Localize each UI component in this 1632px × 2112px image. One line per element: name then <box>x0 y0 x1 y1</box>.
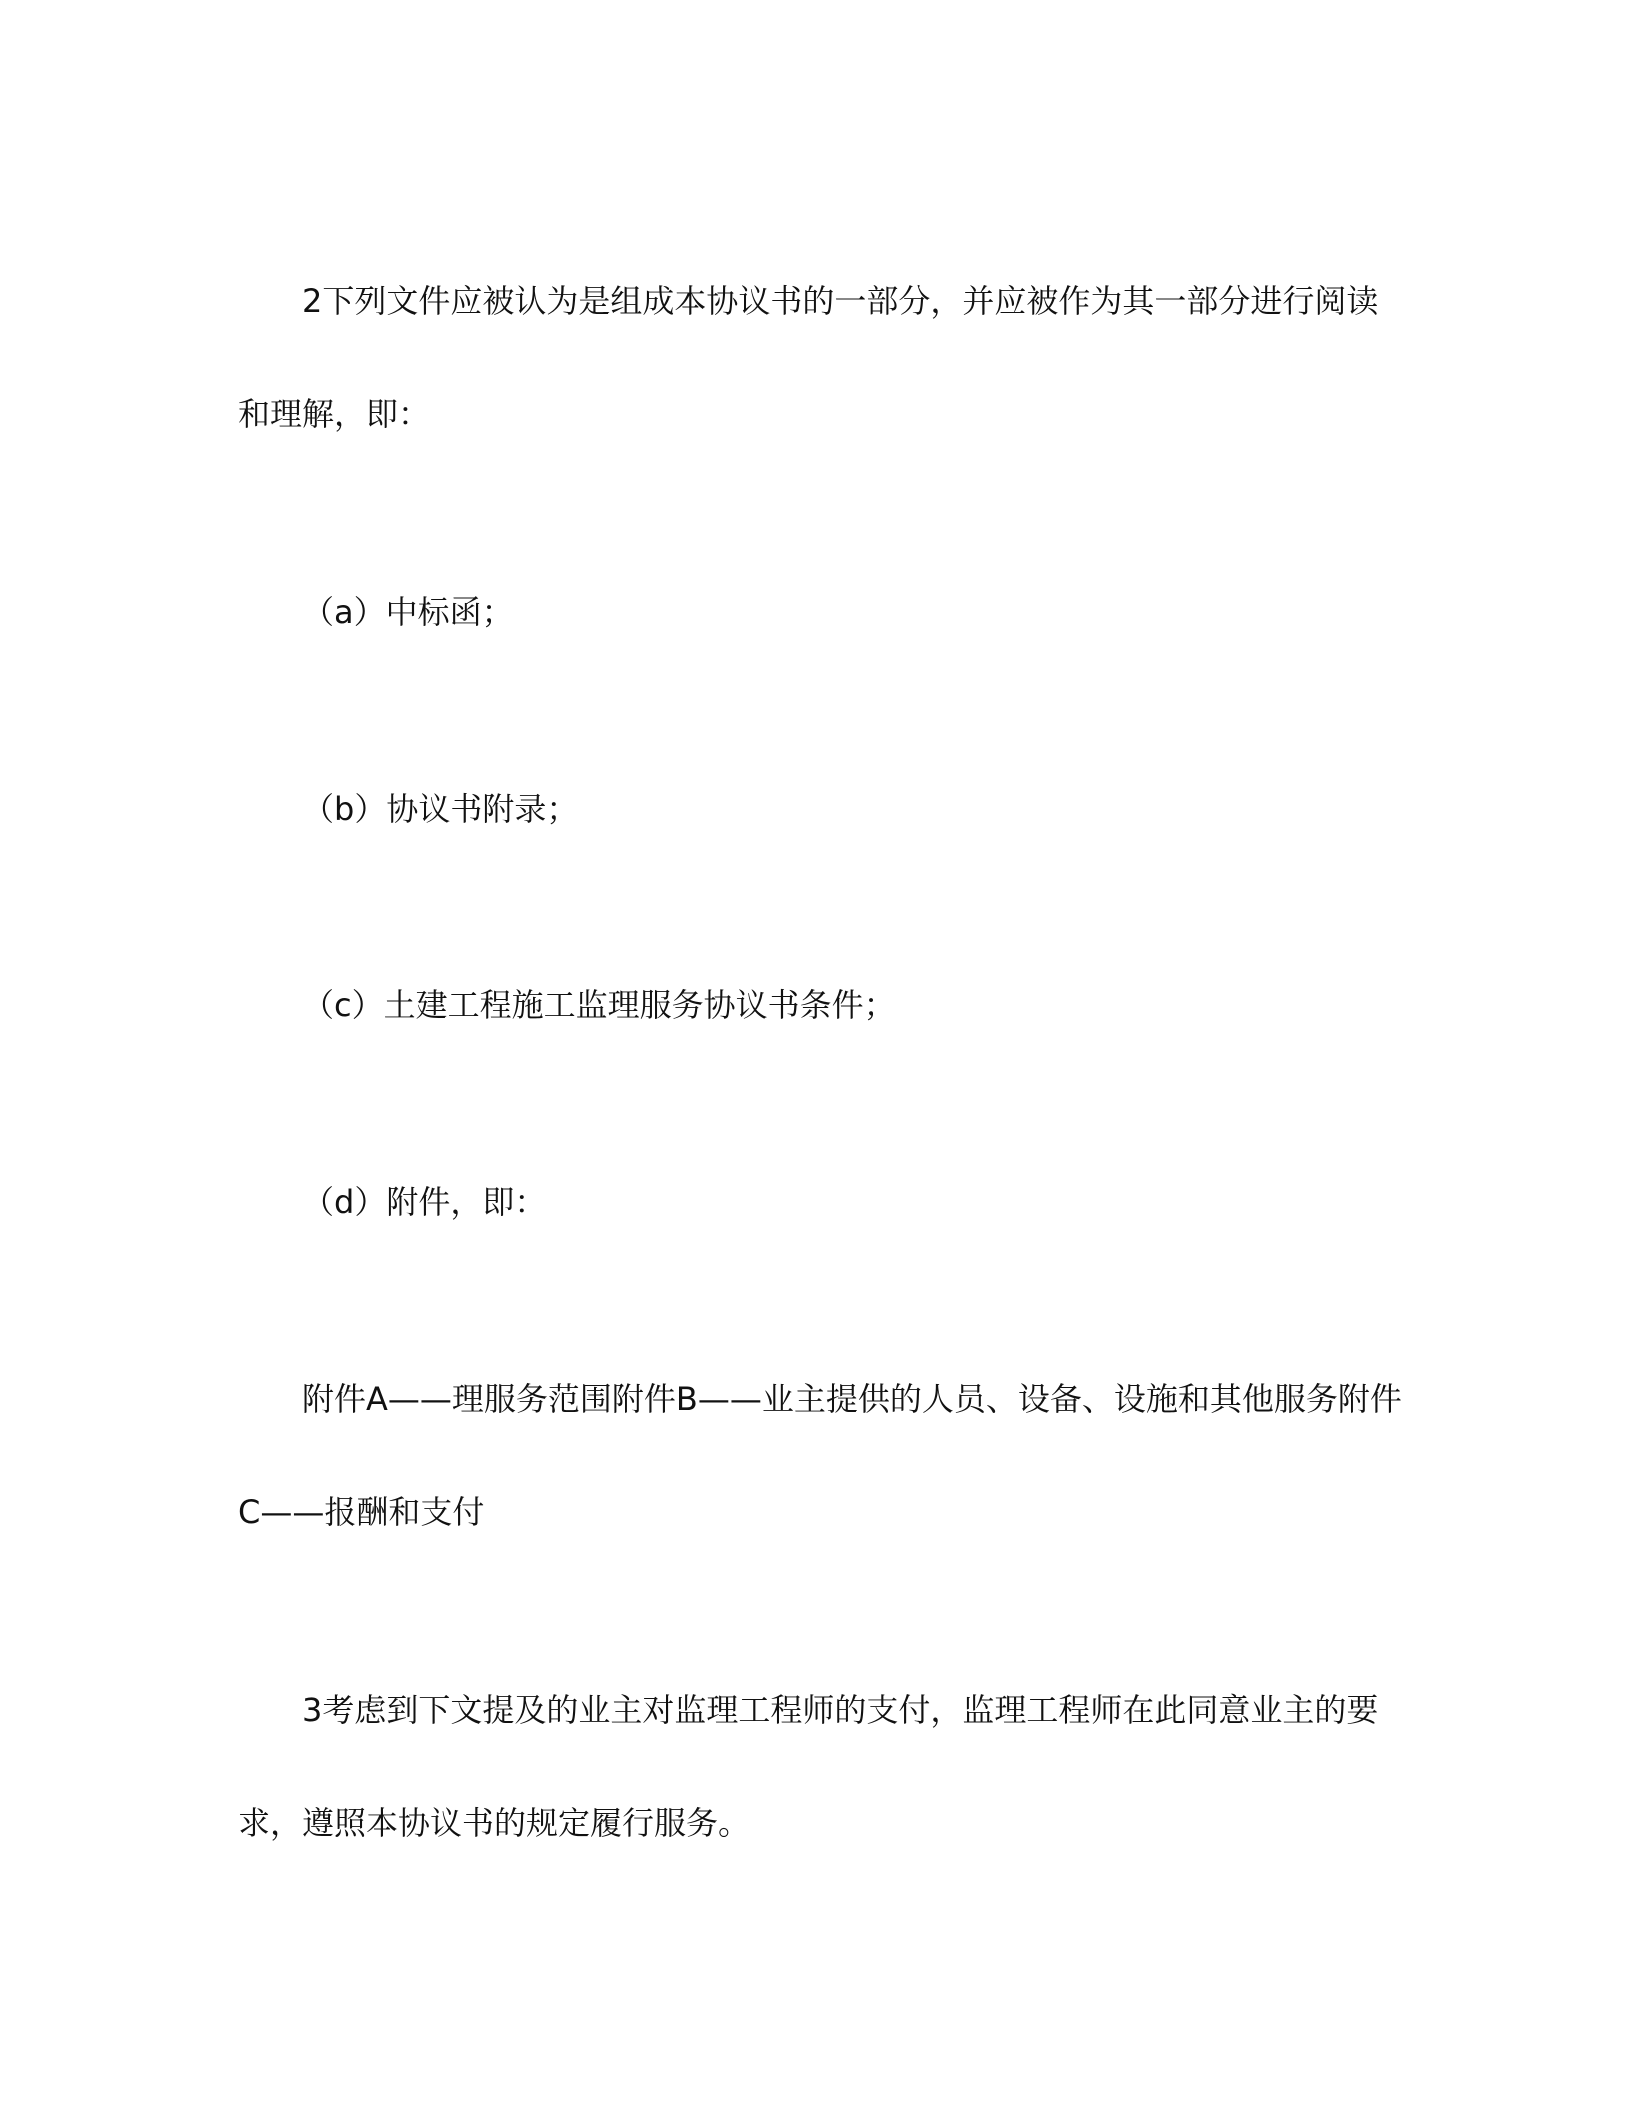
attachments-line-1: 附件A——理服务范围附件B——业主提供的人员、设备、设施和其他服务附件 <box>302 1380 1402 1418</box>
clause-2-line-2: 和理解，即： <box>238 395 431 433</box>
attachments-line-2: C——报酬和支付 <box>238 1493 485 1531</box>
list-item-d: （d）附件，即： <box>302 1183 547 1221</box>
clause-3-line-2: 求，遵照本协议书的规定履行服务。 <box>238 1804 751 1842</box>
list-item-c: （c）土建工程施工监理服务协议书条件； <box>302 986 896 1024</box>
list-item-a: （a）中标函； <box>302 593 514 631</box>
clause-3-line-1: 3考虑到下文提及的业主对监理工程师的支付，监理工程师在此同意业主的要 <box>302 1691 1379 1729</box>
list-item-b: （b）协议书附录； <box>302 790 579 828</box>
clause-2-line-1: 2下列文件应被认为是组成本协议书的一部分，并应被作为其一部分进行阅读 <box>302 282 1379 320</box>
